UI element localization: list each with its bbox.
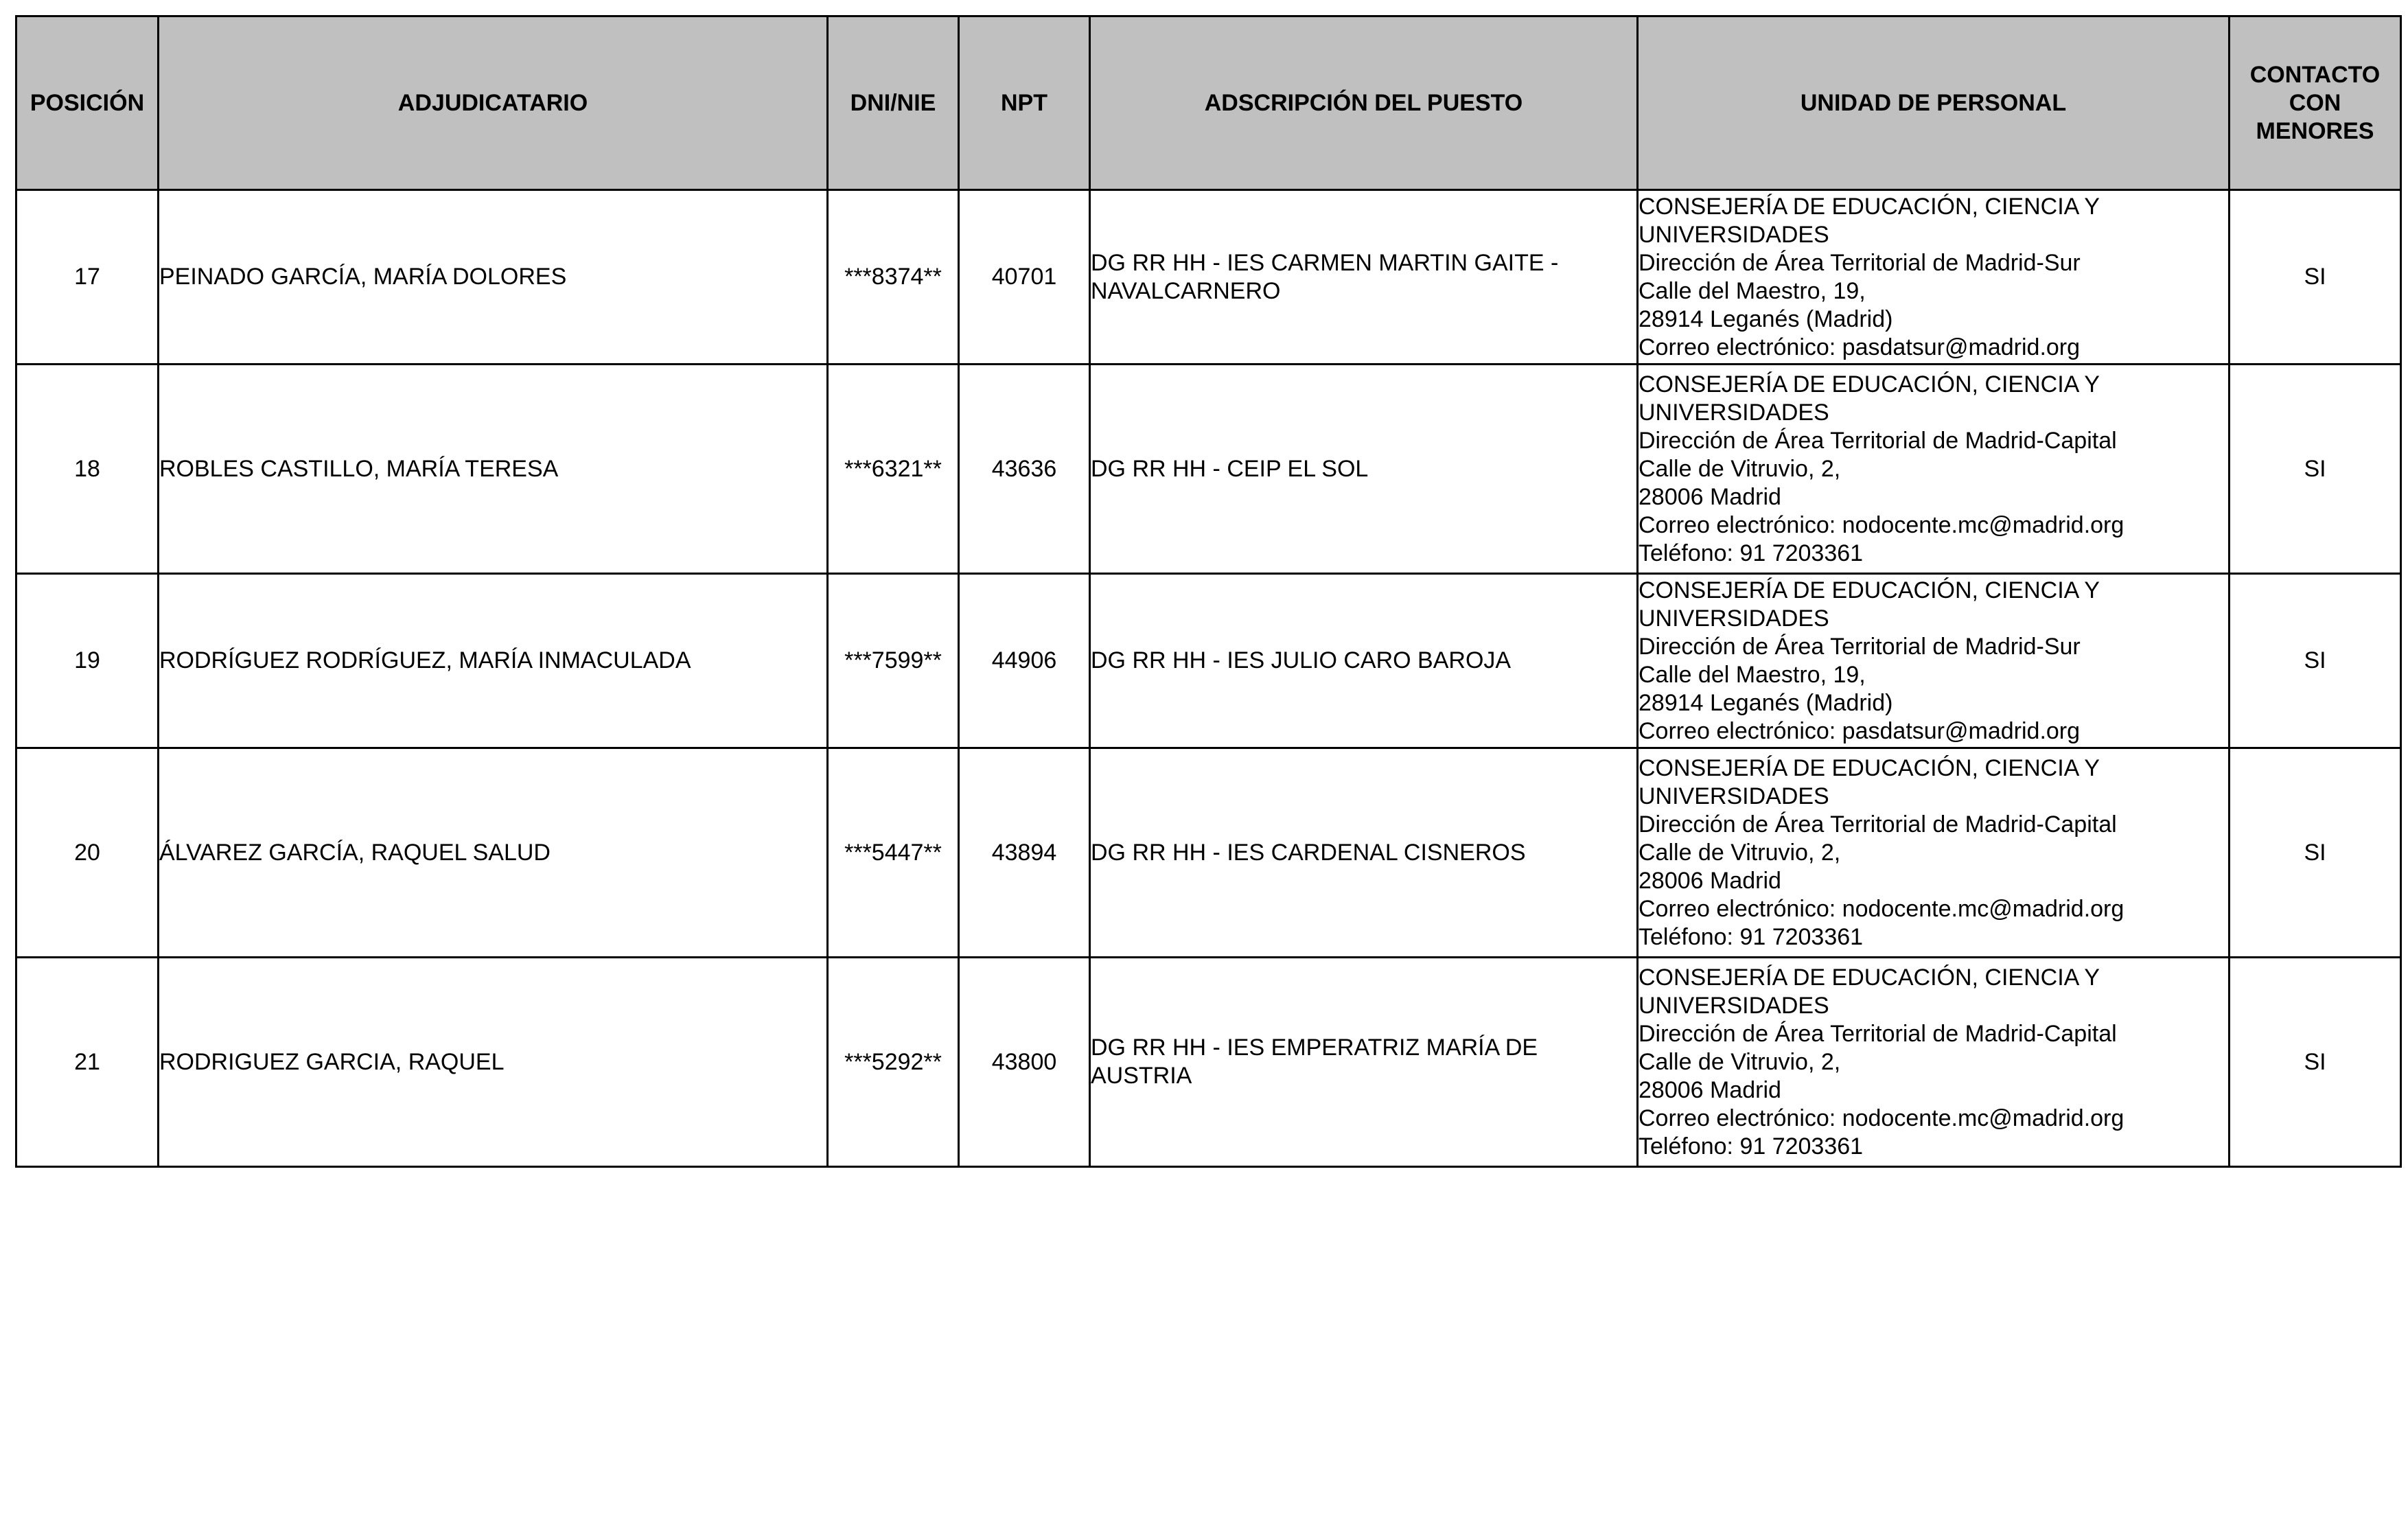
unidad-line: Dirección de Área Territorial de Madrid-Sur	[1639, 633, 2081, 660]
cell-unidad	[1638, 748, 2230, 958]
cell-npt: 43894	[959, 748, 1090, 958]
cell-dni: ***5292**	[828, 958, 959, 1167]
cell-adjudicatario: RODRIGUEZ GARCIA, RAQUEL	[159, 958, 828, 1167]
cell-adscripcion: DG RR HH - CEIP EL SOL	[1090, 365, 1638, 574]
unidad-line: UNIVERSIDADES	[1639, 399, 1829, 426]
header-posicion: POSICIÓN	[16, 16, 159, 190]
header-contacto-line: CONTACTO	[2249, 61, 2381, 88]
header-adscripcion: ADSCRIPCIÓN DEL PUESTO	[1090, 16, 1638, 190]
cell-npt: 40701	[959, 190, 1090, 365]
cell-dni: ***5447**	[828, 748, 959, 958]
unidad-phone-line: Teléfono: 91 7203361	[1639, 1133, 1864, 1159]
cell-dni: ***7599**	[828, 574, 959, 748]
unidad-line: Dirección de Área Territorial de Madrid-Sur	[1639, 249, 2081, 276]
cell-contacto: SI	[2230, 574, 2401, 748]
cell-contacto: SI	[2230, 958, 2401, 1167]
cell-unidad	[1638, 958, 2230, 1167]
header-contacto	[2230, 16, 2401, 190]
table-row	[16, 574, 2401, 748]
table-header-row	[16, 16, 2401, 190]
unidad-phone-line: Teléfono: 91 7203361	[1639, 540, 1864, 566]
cell-unidad	[1638, 365, 2230, 574]
unidad-line: CONSEJERÍA DE EDUCACIÓN, CIENCIA Y	[1639, 577, 2100, 603]
cell-dni: ***8374**	[828, 190, 959, 365]
unidad-email-line: Correo electrónico: pasdatsur@madrid.org	[1639, 334, 2081, 360]
table-row	[16, 190, 2401, 365]
cell-adjudicatario: ROBLES CASTILLO, MARÍA TERESA	[159, 365, 828, 574]
cell-npt: 43800	[959, 958, 1090, 1167]
cell-adscripcion: DG RR HH - IES EMPERATRIZ MARÍA DE AUSTRIA	[1090, 958, 1638, 1167]
header-unidad: UNIDAD DE PERSONAL	[1638, 16, 2230, 190]
unidad-line: CONSEJERÍA DE EDUCACIÓN, CIENCIA Y	[1639, 754, 2100, 781]
cell-posicion: 18	[16, 365, 159, 574]
adjudication-table	[15, 15, 2402, 1168]
table-row	[16, 748, 2401, 958]
unidad-line: 28006 Madrid	[1639, 483, 1781, 510]
unidad-line: CONSEJERÍA DE EDUCACIÓN, CIENCIA Y	[1639, 964, 2100, 991]
cell-adscripcion: DG RR HH - IES CARDENAL CISNEROS	[1090, 748, 1638, 958]
unidad-email-line: Correo electrónico: nodocente.mc@madrid.org	[1639, 1105, 2125, 1131]
unidad-line: Dirección de Área Territorial de Madrid-Capital	[1639, 427, 2117, 454]
cell-contacto: SI	[2230, 365, 2401, 574]
unidad-line: 28914 Leganés (Madrid)	[1639, 689, 1893, 716]
header-contacto-line: MENORES	[2256, 117, 2374, 144]
cell-contacto: SI	[2230, 748, 2401, 958]
unidad-line: 28006 Madrid	[1639, 1076, 1781, 1103]
unidad-line: Calle del Maestro, 19,	[1639, 277, 1866, 304]
unidad-line: Calle de Vitruvio, 2,	[1639, 1048, 1841, 1075]
table-row	[16, 365, 2401, 574]
unidad-line: UNIVERSIDADES	[1639, 992, 1829, 1019]
unidad-email-line: Correo electrónico: nodocente.mc@madrid.org	[1639, 511, 2125, 538]
cell-adjudicatario: RODRÍGUEZ RODRÍGUEZ, MARÍA INMACULADA	[159, 574, 828, 748]
header-dni: DNI/NIE	[828, 16, 959, 190]
unidad-line: CONSEJERÍA DE EDUCACIÓN, CIENCIA Y	[1639, 193, 2100, 220]
cell-adscripcion: DG RR HH - IES JULIO CARO BAROJA	[1090, 574, 1638, 748]
cell-contacto: SI	[2230, 190, 2401, 365]
unidad-line: 28914 Leganés (Madrid)	[1639, 305, 1893, 332]
header-contacto-line: CON	[2289, 89, 2341, 116]
table-row	[16, 958, 2401, 1167]
cell-adjudicatario: PEINADO GARCÍA, MARÍA DOLORES	[159, 190, 828, 365]
header-npt: NPT	[959, 16, 1090, 190]
cell-npt: 43636	[959, 365, 1090, 574]
unidad-line: Calle de Vitruvio, 2,	[1639, 455, 1841, 482]
cell-npt: 44906	[959, 574, 1090, 748]
cell-posicion: 20	[16, 748, 159, 958]
unidad-line: UNIVERSIDADES	[1639, 221, 1829, 248]
unidad-phone-line: Teléfono: 91 7203361	[1639, 923, 1864, 950]
unidad-line: UNIVERSIDADES	[1639, 605, 1829, 632]
cell-adscripcion: DG RR HH - IES CARMEN MARTIN GAITE - NAVALCARNERO	[1090, 190, 1638, 365]
unidad-email-line: Correo electrónico: pasdatsur@madrid.org	[1639, 717, 2081, 744]
unidad-line: Dirección de Área Territorial de Madrid-Capital	[1639, 811, 2117, 838]
cell-unidad	[1638, 190, 2230, 365]
header-adjudicatario: ADJUDICATARIO	[159, 16, 828, 190]
unidad-line: CONSEJERÍA DE EDUCACIÓN, CIENCIA Y	[1639, 371, 2100, 397]
unidad-line: 28006 Madrid	[1639, 867, 1781, 894]
unidad-line: UNIVERSIDADES	[1639, 783, 1829, 809]
unidad-line: Dirección de Área Territorial de Madrid-Capital	[1639, 1020, 2117, 1047]
cell-posicion: 17	[16, 190, 159, 365]
unidad-email-line: Correo electrónico: nodocente.mc@madrid.org	[1639, 895, 2125, 922]
cell-dni: ***6321**	[828, 365, 959, 574]
cell-unidad	[1638, 574, 2230, 748]
unidad-line: Calle del Maestro, 19,	[1639, 661, 1866, 688]
cell-adjudicatario: ÁLVAREZ GARCÍA, RAQUEL SALUD	[159, 748, 828, 958]
unidad-line: Calle de Vitruvio, 2,	[1639, 839, 1841, 866]
cell-posicion: 21	[16, 958, 159, 1167]
cell-posicion: 19	[16, 574, 159, 748]
